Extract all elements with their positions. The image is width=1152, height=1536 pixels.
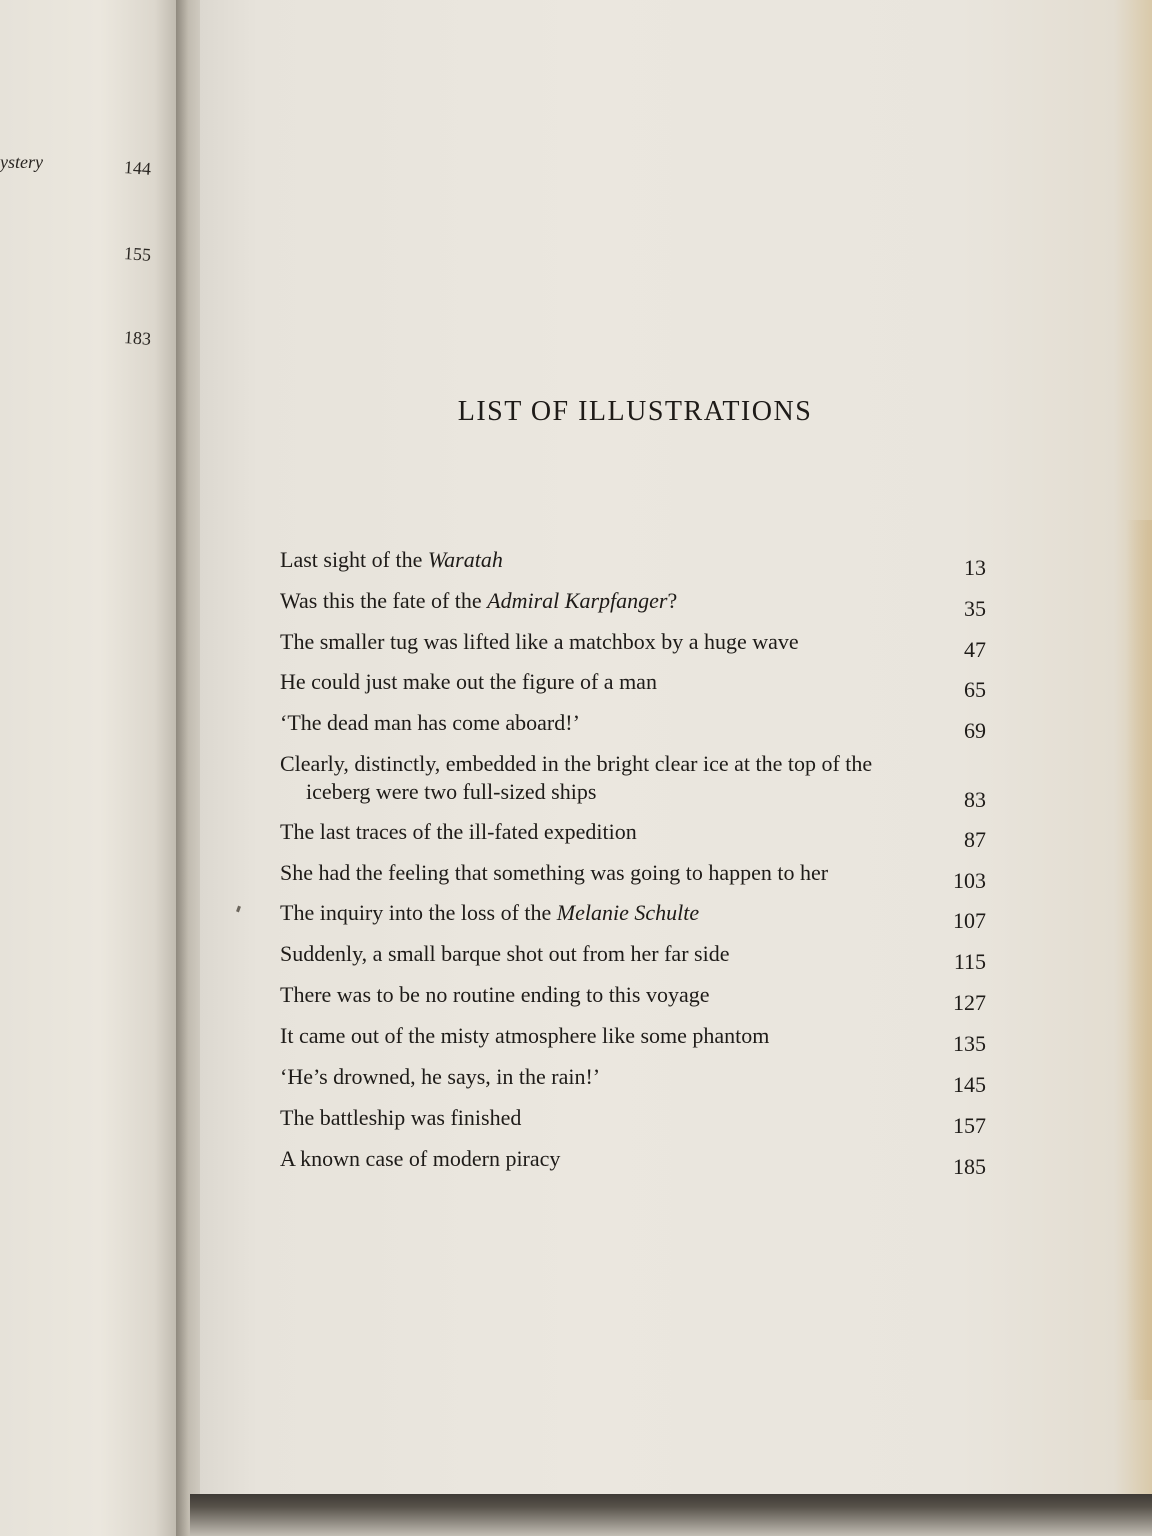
illustration-caption (280, 750, 928, 806)
illustration-page-number: 185 (953, 1154, 986, 1179)
prev-page-number: 155 (123, 243, 152, 265)
illustration-page-number: 145 (953, 1072, 986, 1097)
illustration-page-number: 69 (964, 718, 986, 743)
illustration-page-number: 115 (953, 949, 986, 974)
illustration-caption (280, 628, 928, 656)
caption-text: Was this the fate of the (280, 588, 488, 613)
illustration-entry (280, 940, 986, 974)
illustration-entry (280, 587, 986, 621)
illustration-page-number: 47 (964, 637, 986, 662)
caption-text: The battleship was finished (280, 1105, 522, 1130)
caption-text: Clearly, distinctly, embedded in the bright clear ice at the top of the iceberg were two full-sized ships (280, 751, 873, 804)
prev-page-number: 183 (123, 327, 152, 349)
illustration-caption (280, 1022, 928, 1050)
illustration-entry (280, 546, 986, 580)
prev-entry-text: ystery (0, 152, 43, 172)
illustration-page-number: 87 (964, 827, 986, 852)
illustration-page-number: 107 (953, 908, 986, 933)
page-bottom-edge (190, 1494, 1152, 1536)
illustration-entry (280, 750, 986, 812)
illustration-caption (280, 1145, 928, 1173)
page-edge-stain (1126, 520, 1152, 1400)
caption-ship-name: Waratah (427, 547, 503, 572)
illustration-caption (280, 668, 928, 696)
illustration-page-number: 65 (964, 677, 986, 702)
illustration-entry (280, 981, 986, 1015)
illustration-page-number: 135 (953, 1031, 986, 1056)
illustration-entry (280, 859, 986, 893)
illustration-caption (280, 709, 928, 737)
illustration-entry (280, 628, 986, 662)
caption-punctuation: ? (667, 588, 678, 613)
page-title: LIST OF ILLUSTRATIONS (457, 396, 813, 427)
caption-text: There was to be no routine ending to this voyage (280, 982, 710, 1007)
illustration-page-number: 157 (953, 1113, 986, 1138)
illustration-caption (280, 587, 928, 615)
illustration-page-number: 13 (964, 555, 986, 580)
caption-text: Suddenly, a small barque shot out from her far side (280, 941, 730, 966)
caption-ship-name: Melanie Schulte (556, 900, 700, 925)
caption-ship-name: Admiral Karpfanger (487, 588, 668, 613)
illustration-page-number: 83 (964, 787, 986, 812)
caption-text: ‘The dead man has come aboard!’ (280, 710, 580, 735)
illustration-page-number: 103 (953, 868, 986, 893)
illustration-entry (280, 1145, 986, 1179)
caption-text: ‘He’s drowned, he says, in the rain!’ (280, 1064, 601, 1089)
illustration-entry (280, 899, 986, 933)
caption-text: The smaller tug was lifted like a matchbox by a huge wave (280, 629, 799, 654)
caption-text: Last sight of the (280, 547, 428, 572)
illustration-caption (280, 546, 928, 574)
illustration-page-number: 127 (953, 990, 986, 1015)
illustration-entry (280, 1104, 986, 1138)
illustration-caption (280, 1063, 928, 1091)
illustration-caption (280, 1104, 928, 1132)
caption-text: A known case of modern piracy (280, 1146, 561, 1171)
caption-text: She had the feeling that something was going to happen to her (280, 860, 829, 885)
illustration-caption (280, 981, 928, 1009)
caption-text: The inquiry into the loss of the (280, 900, 557, 925)
illustration-caption (280, 940, 928, 968)
illustration-page-number: 35 (964, 596, 986, 621)
illustration-entry (280, 818, 986, 852)
illustration-caption (280, 818, 928, 846)
illustration-caption (280, 859, 928, 887)
prev-page-number: 144 (123, 157, 152, 179)
caption-text: The last traces of the ill-fated expedition (280, 819, 637, 844)
illustration-caption (280, 899, 928, 927)
illustration-entry (280, 1022, 986, 1056)
illustration-entry (280, 1063, 986, 1097)
previous-page (0, 0, 182, 1536)
caption-text: It came out of the misty atmosphere like some phantom (280, 1023, 770, 1048)
illustration-entry (280, 709, 986, 743)
caption-text: He could just make out the figure of a man (280, 669, 657, 694)
illustration-entry (280, 668, 986, 702)
illustrations-list (280, 546, 986, 1186)
